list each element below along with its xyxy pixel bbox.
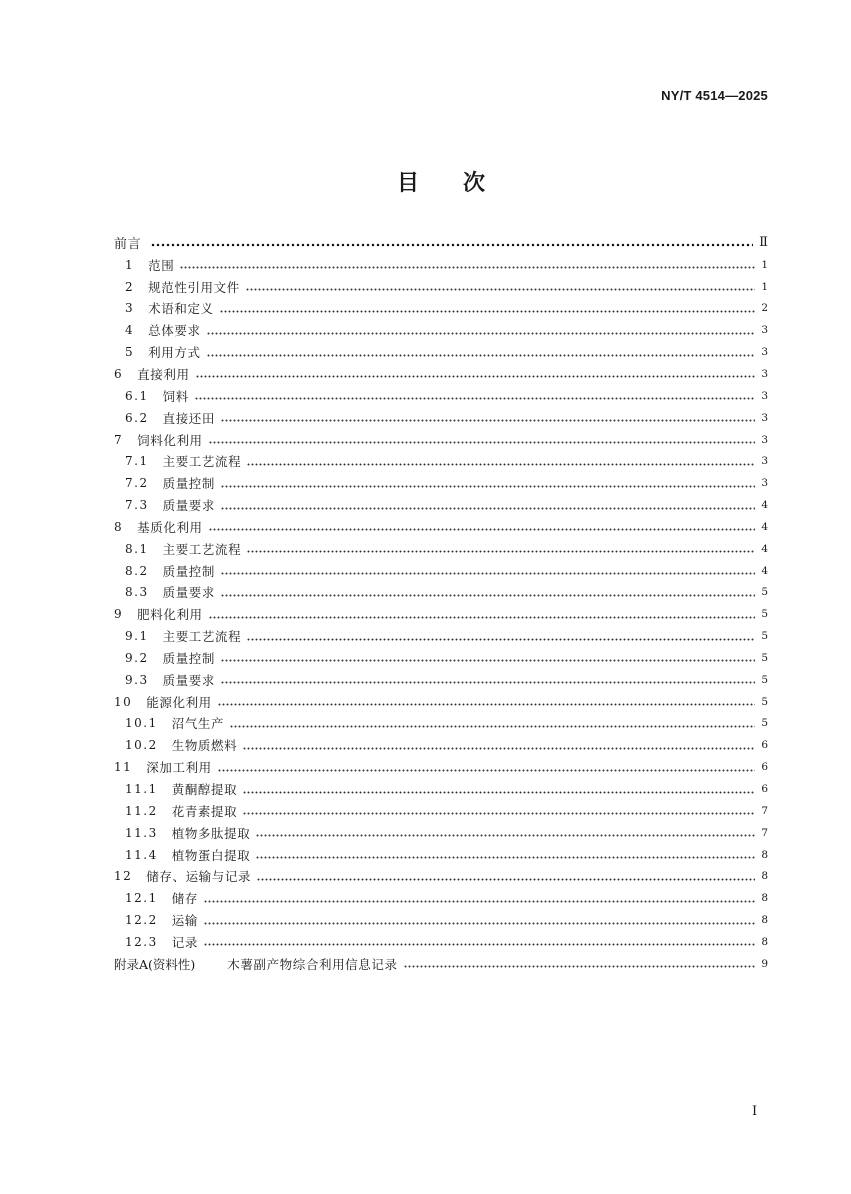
- dot-leader: [204, 943, 755, 946]
- toc-entry: [114, 276, 768, 298]
- dot-leader: [221, 572, 755, 575]
- toc-entry-title: 深加工利用: [146, 760, 212, 776]
- dot-leader: [151, 243, 753, 247]
- toc-entry: [114, 713, 768, 735]
- dot-leader: [218, 769, 755, 772]
- toc-entry-title: 直接还田: [162, 410, 215, 426]
- toc-entry-number: 6.2: [125, 410, 149, 425]
- toc-entry: [114, 931, 768, 953]
- toc-entry: [114, 887, 768, 909]
- toc-entry-page: 5: [761, 717, 768, 730]
- toc-entry-number: 7: [114, 432, 124, 447]
- toc-entry-number: 4: [125, 323, 135, 338]
- dot-leader: [257, 878, 755, 881]
- toc-entry: [114, 538, 768, 560]
- toc-entry-title: 储存: [171, 891, 198, 907]
- toc-entry-page: 5: [761, 651, 768, 664]
- toc-entry-title: 记录: [171, 934, 198, 950]
- toc-entry-number: 11.1: [125, 782, 158, 797]
- dot-leader: [204, 900, 755, 903]
- toc-entry: [114, 647, 768, 669]
- toc-entry-page: 4: [761, 564, 768, 577]
- toc-entry-number: 8.3: [125, 585, 149, 600]
- toc-entry-title: 范围: [148, 257, 175, 273]
- toc-entry-page: 6: [761, 783, 768, 796]
- dot-leader: [247, 638, 755, 641]
- toc-entry-title: 木薯副产物综合利用信息记录: [227, 956, 398, 972]
- toc-entry-title: 质量要求: [162, 672, 215, 688]
- toc-entry-title: 质量控制: [162, 563, 215, 579]
- toc-entry-page: 3: [761, 411, 768, 424]
- toc-entry-number: 5: [125, 345, 135, 360]
- toc-entry-title: 能源化利用: [146, 694, 212, 710]
- dot-leader: [247, 550, 755, 553]
- dot-leader: [230, 725, 755, 728]
- toc-entry-page: 3: [761, 389, 768, 402]
- toc-entry-number: 11.3: [125, 825, 158, 840]
- toc-entry: [114, 341, 768, 363]
- toc-entry-title: 运输: [171, 913, 198, 929]
- toc-entry: [114, 298, 768, 320]
- toc-entry: [114, 800, 768, 822]
- toc-entry-number: 9.1: [125, 629, 149, 644]
- toc-entry-page: 8: [761, 935, 768, 948]
- toc-entry-number: 8.2: [125, 563, 149, 578]
- toc-entry-number: 6: [114, 366, 124, 381]
- toc-entry: [114, 603, 768, 625]
- toc-entry-page: 1: [761, 280, 768, 293]
- toc-entry-title: 生物质燃料: [171, 738, 238, 754]
- dot-leader: [221, 659, 755, 662]
- dot-leader: [246, 288, 755, 291]
- toc-entry: [114, 865, 768, 887]
- table-of-contents: [114, 232, 768, 975]
- toc-entry-title: 沼气生产: [171, 716, 225, 732]
- toc-entry-page: 3: [761, 477, 768, 490]
- dot-leader: [221, 594, 755, 597]
- toc-entry: [114, 560, 768, 582]
- toc-entry: [114, 778, 768, 800]
- toc-entry-number: 3: [125, 301, 135, 316]
- toc-entry-number: 12: [114, 869, 133, 884]
- toc-entry: [114, 385, 768, 407]
- toc-entry-number: 11: [114, 760, 133, 775]
- toc-entry: [114, 407, 768, 429]
- toc-entry-page: 3: [761, 346, 768, 359]
- toc-entry-title: 术语和定义: [148, 301, 214, 317]
- toc-entry-appendix: [114, 953, 768, 975]
- toc-entry-page: 1: [761, 258, 768, 271]
- toc-entry-number: 7.2: [125, 476, 149, 491]
- toc-entry-title: 黄酮醇提取: [171, 782, 238, 798]
- toc-entry-page: 3: [761, 324, 768, 337]
- dot-leader: [195, 397, 755, 400]
- toc-entry-title: 规范性引用文件: [148, 279, 240, 295]
- toc-entry-number: 10.1: [125, 716, 158, 731]
- toc-entry-number: 12.3: [125, 934, 158, 949]
- toc-entry-title: 储存、运输与记录: [146, 869, 252, 885]
- page-title: 目 次: [397, 170, 486, 196]
- toc-entry-number: 12.1: [125, 891, 158, 906]
- toc-entry-page: 8: [761, 914, 768, 927]
- toc-entry-page: 3: [761, 455, 768, 468]
- toc-entry-title: 植物蛋白提取: [171, 847, 251, 863]
- toc-entry-number: 9.2: [125, 650, 149, 665]
- dot-leader: [404, 965, 755, 968]
- toc-entry-number: 9.3: [125, 672, 149, 687]
- toc-entry-page: Ⅱ: [759, 235, 768, 251]
- dot-leader: [247, 463, 755, 466]
- toc-entry-number: 9: [114, 607, 124, 622]
- toc-entry-page: 8: [761, 870, 768, 883]
- toc-entry: [114, 691, 768, 713]
- dot-leader: [209, 441, 755, 444]
- toc-entry-page: 7: [761, 826, 768, 839]
- toc-entry-title: 质量要求: [162, 498, 215, 514]
- toc-entry-title: 主要工艺流程: [162, 454, 242, 470]
- toc-entry-page: 5: [761, 630, 768, 643]
- toc-entry-page: 4: [761, 520, 768, 533]
- toc-entry-number: 8.1: [125, 541, 149, 556]
- toc-entry: [114, 756, 768, 778]
- dot-leader: [180, 266, 755, 269]
- dot-leader: [243, 791, 755, 794]
- toc-entry-page: 4: [761, 542, 768, 555]
- toc-entry-title: 饲料: [162, 388, 189, 404]
- toc-entry-title: 质量要求: [162, 585, 215, 601]
- toc-entry-page: 3: [761, 367, 768, 380]
- toc-entry-title: 前言: [114, 237, 142, 253]
- dot-leader: [209, 528, 755, 531]
- dot-leader: [243, 812, 755, 815]
- dot-leader: [207, 332, 755, 335]
- toc-entry-number: 11.4: [125, 847, 158, 862]
- dot-leader: [220, 310, 755, 313]
- dot-leader: [221, 507, 755, 510]
- dot-leader: [207, 354, 755, 357]
- toc-entry-number: 附录A(资料性): [114, 956, 196, 972]
- toc-entry-number: 10.2: [125, 738, 158, 753]
- toc-entry-title: 主要工艺流程: [162, 629, 242, 645]
- standard-code: NY/T 4514—2025: [661, 88, 768, 103]
- dot-leader: [256, 856, 755, 859]
- toc-entry-page: 8: [761, 892, 768, 905]
- toc-entry-title: 基质化利用: [137, 519, 203, 535]
- toc-entry-page: 5: [761, 608, 768, 621]
- toc-entry: [114, 494, 768, 516]
- toc-entry-number: 6.1: [125, 388, 149, 403]
- toc-entry-number: 11.2: [125, 803, 158, 818]
- toc-entry-title: 肥料化利用: [137, 607, 203, 623]
- toc-entry: [114, 844, 768, 866]
- toc-entry-number: 2: [125, 279, 135, 294]
- toc-entry-page: 9: [761, 957, 768, 970]
- toc-entry: [114, 582, 768, 604]
- toc-entry-title: 直接利用: [137, 366, 190, 382]
- dot-leader: [243, 747, 755, 750]
- toc-entry-title: 饲料化利用: [137, 432, 203, 448]
- toc-entry-number: 12.2: [125, 913, 158, 928]
- toc-entry: [114, 363, 768, 385]
- toc-entry: [114, 472, 768, 494]
- toc-entry: [114, 909, 768, 931]
- dot-leader: [196, 375, 755, 378]
- dot-leader: [221, 681, 755, 684]
- toc-entry: [114, 429, 768, 451]
- toc-entry-title: 质量控制: [162, 476, 215, 492]
- toc-entry: [114, 319, 768, 341]
- toc-entry: [114, 516, 768, 538]
- dot-leader: [209, 616, 755, 619]
- toc-entry-page: 6: [761, 739, 768, 752]
- toc-entry-foreword: [114, 232, 768, 254]
- toc-entry-page: 7: [761, 804, 768, 817]
- toc-entry-number: 10: [114, 694, 133, 709]
- toc-entry-page: 8: [761, 848, 768, 861]
- toc-entry-page: 6: [761, 761, 768, 774]
- toc-entry-page: 4: [761, 499, 768, 512]
- toc-entry: [114, 254, 768, 276]
- toc-entry-title: 主要工艺流程: [162, 541, 242, 557]
- toc-entry: [114, 822, 768, 844]
- toc-entry-page: 5: [761, 673, 768, 686]
- toc-entry-page: 5: [761, 586, 768, 599]
- toc-entry: [114, 625, 768, 647]
- toc-entry-number: 7.1: [125, 454, 149, 469]
- toc-entry: [114, 669, 768, 691]
- toc-entry-title: 花青素提取: [171, 803, 238, 819]
- toc-entry-page: 3: [761, 433, 768, 446]
- toc-entry-title: 植物多肽提取: [171, 825, 251, 841]
- toc-entry-title: 利用方式: [148, 345, 201, 361]
- dot-leader: [218, 703, 755, 706]
- toc-entry-number: 7.3: [125, 498, 149, 513]
- toc-entry-title: 质量控制: [162, 650, 215, 666]
- toc-entry: [114, 450, 768, 472]
- dot-leader: [221, 419, 755, 422]
- toc-entry-number: 8: [114, 519, 124, 534]
- toc-entry-page: 5: [761, 695, 768, 708]
- toc-entry: [114, 734, 768, 756]
- toc-entry-title: 总体要求: [148, 323, 201, 339]
- dot-leader: [221, 485, 755, 488]
- page-number: Ⅰ: [752, 1104, 758, 1119]
- dot-leader: [204, 922, 755, 925]
- dot-leader: [256, 834, 755, 837]
- toc-entry-page: 2: [761, 302, 768, 315]
- toc-entry-number: 1: [125, 257, 135, 272]
